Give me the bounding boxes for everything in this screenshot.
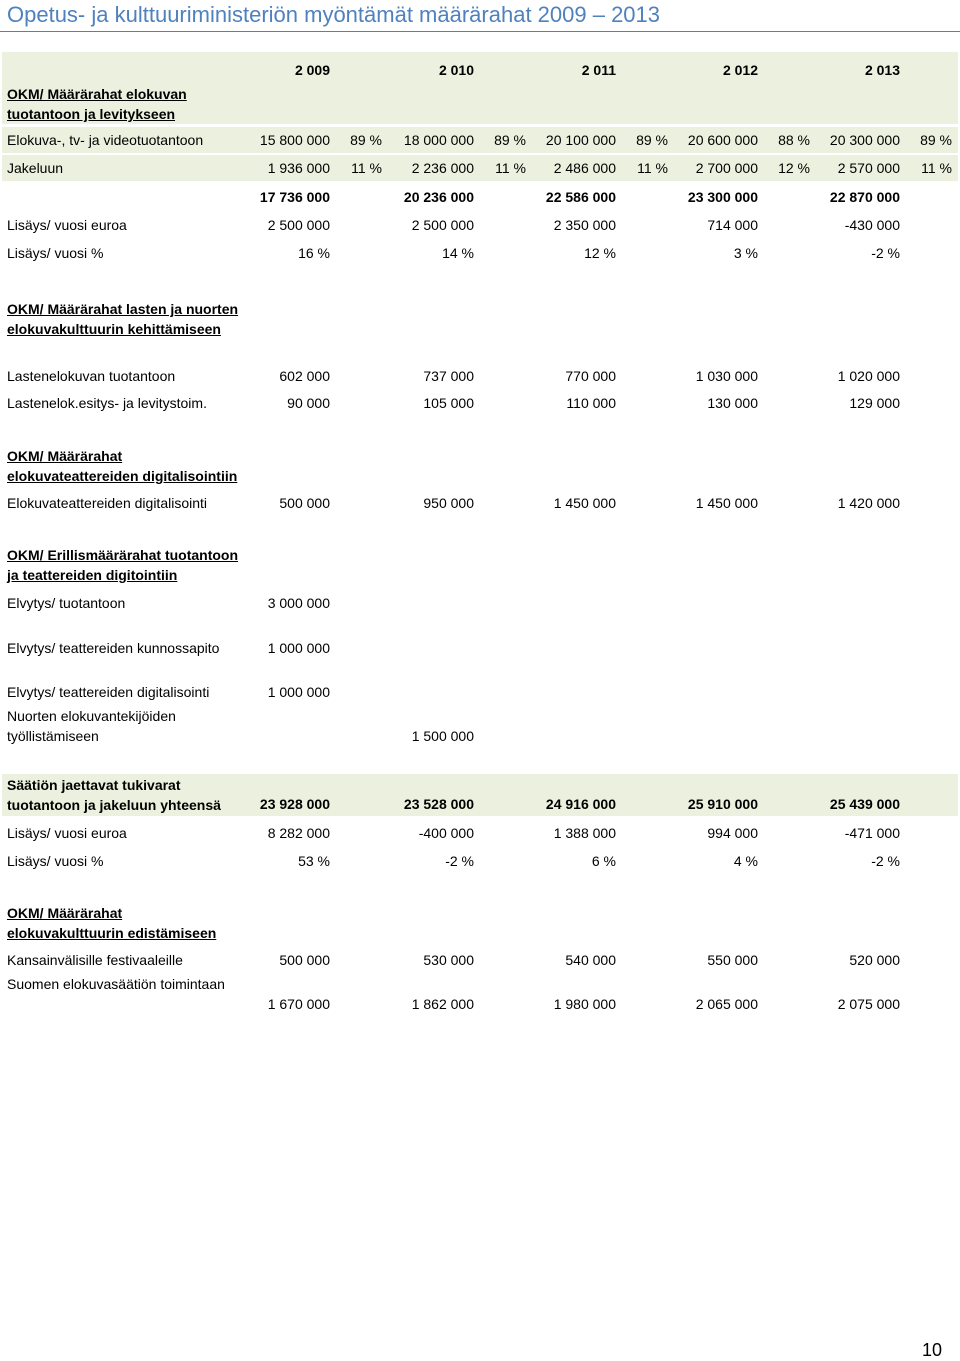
value-cell: 500 000 bbox=[279, 495, 330, 511]
value-cell: 2 500 000 bbox=[411, 217, 474, 233]
value-cell: -400 000 bbox=[418, 825, 474, 841]
table-row bbox=[2, 127, 958, 153]
table-row bbox=[2, 635, 958, 661]
table-row bbox=[2, 947, 958, 973]
value-cell: 737 000 bbox=[423, 368, 474, 384]
change-pct-row bbox=[2, 240, 958, 266]
value-cell: -2 % bbox=[871, 245, 900, 261]
value-cell: 1 500 000 bbox=[411, 728, 474, 744]
section6-header-row bbox=[2, 901, 958, 945]
value-cell: 1 420 000 bbox=[837, 495, 900, 511]
value-cell: 12 % bbox=[584, 245, 616, 261]
row-label: Elokuva-, tv- ja videotuotantoon bbox=[7, 132, 204, 148]
row-label: Elvytys/ tuotantoon bbox=[7, 595, 126, 611]
value-cell: 770 000 bbox=[565, 368, 616, 384]
value-cell: 105 000 bbox=[423, 395, 474, 411]
row-label: Nuorten elokuvantekijöiden työllistämiseen bbox=[7, 708, 176, 744]
row-label: Elvytys/ teattereiden digitalisointi bbox=[7, 684, 210, 700]
value-cell: 1 388 000 bbox=[553, 825, 616, 841]
value-cell: -471 000 bbox=[844, 825, 900, 841]
value-cell: 1 450 000 bbox=[553, 495, 616, 511]
row-label: Kansainvälisille festivaaleille bbox=[7, 952, 183, 968]
value-cell: 4 % bbox=[733, 853, 758, 869]
row-label: Lisäys/ vuosi % bbox=[7, 245, 104, 261]
percent-cell: 89 % bbox=[494, 132, 526, 148]
percent-cell: 11 % bbox=[351, 160, 382, 176]
value-cell: 602 000 bbox=[279, 368, 330, 384]
value-cell: 500 000 bbox=[279, 952, 330, 968]
value-cell: 1 000 000 bbox=[267, 640, 330, 656]
value-cell: 16 % bbox=[298, 245, 330, 261]
value-cell: 1 450 000 bbox=[695, 495, 758, 511]
value-cell: 520 000 bbox=[849, 952, 900, 968]
percent-cell: 89 % bbox=[636, 132, 668, 148]
value-cell: 540 000 bbox=[565, 952, 616, 968]
section-heading: OKM/ Määrärahat lasten ja nuorten elokuvakulttuurin kehittämiseen bbox=[7, 301, 239, 337]
value-cell: 2 486 000 bbox=[553, 160, 616, 176]
table-row bbox=[2, 679, 958, 705]
section1-header-row bbox=[2, 52, 958, 124]
table-row bbox=[2, 490, 958, 516]
total-cell: 22 586 000 bbox=[545, 189, 616, 205]
percent-cell: 88 % bbox=[778, 132, 810, 148]
total-cell: 24 916 000 bbox=[545, 796, 616, 812]
row-label: Elvytys/ teattereiden kunnossapito bbox=[7, 640, 220, 656]
value-cell: 20 100 000 bbox=[545, 132, 616, 148]
total-cell: 22 870 000 bbox=[829, 189, 900, 205]
percent-cell: 11 % bbox=[921, 160, 952, 176]
value-cell: 3 % bbox=[733, 245, 758, 261]
percent-cell: 11 % bbox=[637, 160, 668, 176]
value-cell: 2 065 000 bbox=[695, 996, 758, 1012]
value-cell: 18 000 000 bbox=[403, 132, 474, 148]
total-cell: 23 928 000 bbox=[259, 796, 330, 812]
value-cell: 950 000 bbox=[423, 495, 474, 511]
value-cell: 20 300 000 bbox=[829, 132, 900, 148]
value-cell: 110 000 bbox=[566, 395, 616, 411]
value-cell: 14 % bbox=[442, 245, 474, 261]
row-label: Lastenelok.esitys- ja levitystoim. bbox=[7, 395, 207, 411]
percent-cell: 89 % bbox=[920, 132, 952, 148]
change-euro-row bbox=[2, 820, 958, 846]
value-cell: 2 075 000 bbox=[837, 996, 900, 1012]
table-row bbox=[2, 704, 958, 748]
value-cell: 1 936 000 bbox=[267, 160, 330, 176]
section-heading: OKM/ Määrärahat elokuvan tuotantoon ja levitykseen bbox=[7, 86, 187, 122]
section-heading: OKM/ Erillismäärärahat tuotantoon ja teattereiden digitointiin bbox=[7, 547, 239, 583]
row-label: Suomen elokuvasäätiön toimintaan bbox=[7, 976, 225, 992]
total-cell: 23 300 000 bbox=[687, 189, 758, 205]
value-cell: 2 700 000 bbox=[695, 160, 758, 176]
value-cell: -430 000 bbox=[844, 217, 900, 233]
page-title: Opetus- ja kulttuuriministeriön myöntämät määrärahat 2009 – 2013 bbox=[7, 2, 661, 27]
value-cell: 15 800 000 bbox=[259, 132, 330, 148]
total-cell: 17 736 000 bbox=[259, 189, 330, 205]
year-header: 2 011 bbox=[581, 62, 616, 78]
value-cell: 1 020 000 bbox=[837, 368, 900, 384]
year-header: 2 010 bbox=[438, 62, 474, 78]
value-cell: 2 236 000 bbox=[411, 160, 474, 176]
value-cell: 20 600 000 bbox=[687, 132, 758, 148]
section3-header-row bbox=[2, 444, 958, 488]
value-cell: 1 000 000 bbox=[267, 684, 330, 700]
title-divider bbox=[0, 31, 960, 32]
section-heading: OKM/ Määrärahat elokuvateattereiden digitalisointiin bbox=[7, 448, 238, 484]
row-label: Lisäys/ vuosi euroa bbox=[7, 217, 127, 233]
table-row bbox=[2, 155, 958, 181]
section-heading: OKM/ Määrärahat elokuvakulttuurin edistämiseen bbox=[7, 905, 217, 941]
section-heading: Säätiön jaettavat tukivarat tuotantoon ja jakeluun yhteensä bbox=[7, 777, 221, 813]
value-cell: 6 % bbox=[591, 853, 616, 869]
table-row bbox=[2, 590, 958, 616]
change-pct-row bbox=[2, 848, 958, 874]
value-cell: 550 000 bbox=[707, 952, 758, 968]
value-cell: 530 000 bbox=[423, 952, 474, 968]
year-header: 2 012 bbox=[722, 62, 758, 78]
total-cell: 25 910 000 bbox=[687, 796, 758, 812]
row-label: Jakeluun bbox=[7, 160, 64, 176]
section4-header-row bbox=[2, 543, 958, 587]
value-cell: 2 570 000 bbox=[837, 160, 900, 176]
value-cell: 1 030 000 bbox=[695, 368, 758, 384]
section2-header-row bbox=[2, 296, 958, 360]
value-cell: 53 % bbox=[298, 853, 330, 869]
value-cell: 3 000 000 bbox=[267, 595, 330, 611]
value-cell: 2 350 000 bbox=[553, 217, 616, 233]
year-header: 2 009 bbox=[294, 62, 330, 78]
row-label: Lastenelokuvan tuotantoon bbox=[7, 368, 176, 384]
row-label: Lisäys/ vuosi % bbox=[7, 853, 104, 869]
year-header: 2 013 bbox=[864, 62, 900, 78]
table-row bbox=[2, 363, 958, 389]
row-label: Lisäys/ vuosi euroa bbox=[7, 825, 127, 841]
value-cell: 2 500 000 bbox=[267, 217, 330, 233]
value-cell: 1 670 000 bbox=[267, 996, 330, 1012]
value-cell: 1 980 000 bbox=[553, 996, 616, 1012]
change-euro-row bbox=[2, 212, 958, 238]
table-row bbox=[2, 972, 958, 1016]
total-row bbox=[2, 184, 958, 210]
total-cell: 20 236 000 bbox=[403, 189, 474, 205]
value-cell: 90 000 bbox=[287, 395, 330, 411]
percent-cell: 89 % bbox=[350, 132, 382, 148]
percent-cell: 12 % bbox=[778, 160, 810, 176]
table-row bbox=[2, 390, 958, 416]
value-cell: 129 000 bbox=[849, 395, 900, 411]
value-cell: 714 000 bbox=[707, 217, 758, 233]
total-cell: 23 528 000 bbox=[403, 796, 474, 812]
value-cell: -2 % bbox=[871, 853, 900, 869]
value-cell: 1 862 000 bbox=[411, 996, 474, 1012]
value-cell: -2 % bbox=[445, 853, 474, 869]
total-cell: 25 439 000 bbox=[829, 796, 900, 812]
value-cell: 994 000 bbox=[707, 825, 758, 841]
grand-total-row bbox=[2, 774, 958, 816]
page-number: 10 bbox=[922, 1340, 943, 1360]
value-cell: 8 282 000 bbox=[267, 825, 330, 841]
value-cell: 130 000 bbox=[707, 395, 758, 411]
row-label: Elokuvateattereiden digitalisointi bbox=[7, 495, 208, 511]
percent-cell: 11 % bbox=[495, 160, 526, 176]
